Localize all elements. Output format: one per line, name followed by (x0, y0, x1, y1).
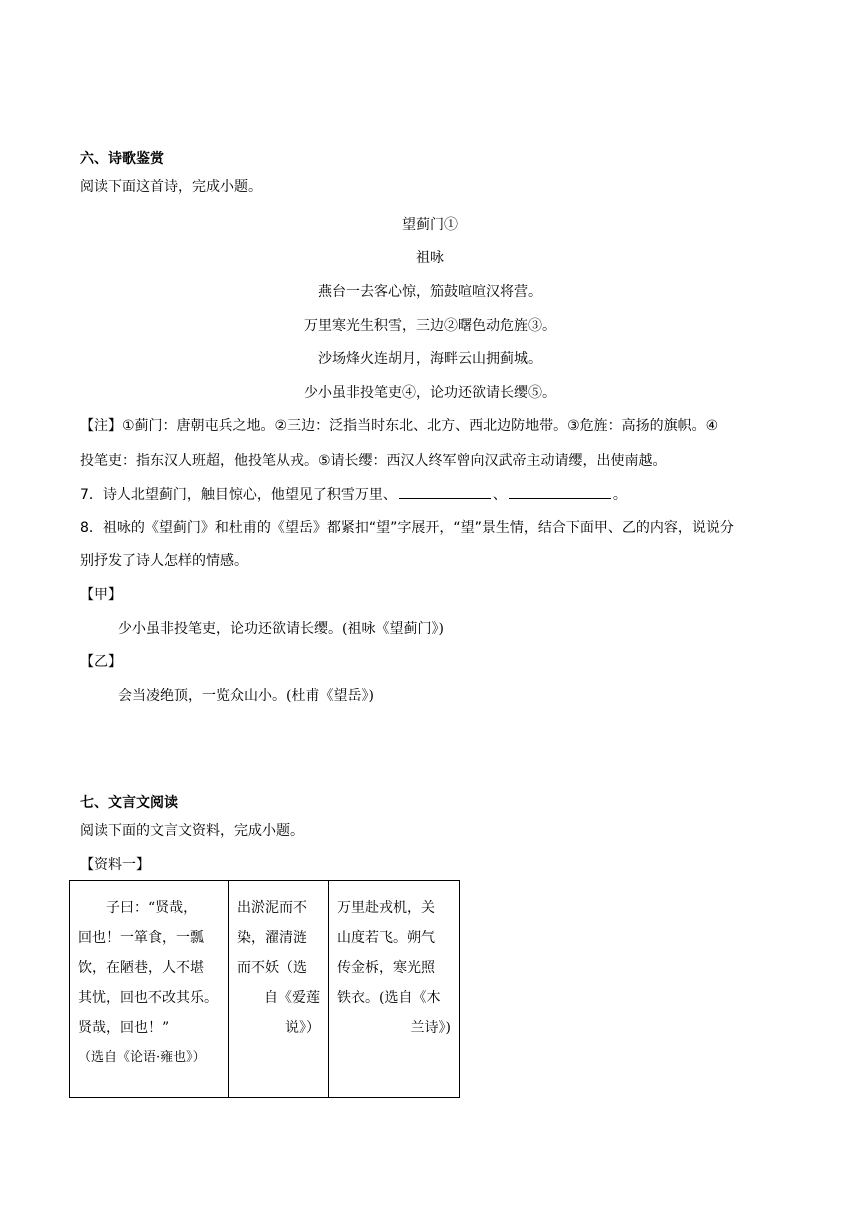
quote-yi: 会当凌绝顶，一览众山小。(杜甫《望岳》) (118, 688, 374, 704)
material-cell-lunyu (70, 881, 229, 1098)
poem-author: 祖咏 (416, 250, 444, 266)
question-7-sep: 、 (492, 487, 507, 503)
section-6-heading: 六、诗歌鉴赏 (80, 151, 164, 167)
cell-line: 而不妖（选 (237, 960, 307, 976)
cell-line: 子曰：“贤哉， (106, 900, 198, 916)
cell-line: 回也！一箪食，一瓢 (78, 930, 204, 946)
poem-line: 万里寒光生积雪，三边②曙色动危旌③。 (304, 318, 556, 334)
question-7-text: 7．诗人北望蓟门，触目惊心，他望见了积雪万里、 (80, 487, 397, 503)
material-1-table (69, 880, 460, 1098)
poem-line: 沙场烽火连胡月，海畔云山拥蓟城。 (318, 351, 542, 367)
question-7-end: 。 (612, 487, 627, 503)
poem-line: 燕台一去客心惊，笳鼓喧喧汉将营。 (318, 284, 542, 300)
cell-line: 山度若飞。朔气 (337, 930, 435, 946)
material-cell-ailianshuo (229, 881, 329, 1098)
cell-line: 兰诗》) (410, 1020, 451, 1036)
cell-line: 自《爱莲 (264, 990, 320, 1006)
cell-line: 饮，在陋巷，人不堪 (78, 960, 204, 976)
section-6-intro: 阅读下面这首诗，完成小题。 (80, 179, 262, 195)
material-cell-mulanshi (329, 881, 460, 1098)
poem-line: 少小虽非投笔吏④，论功还欲请长缨⑤。 (304, 385, 556, 401)
cell-line: 染，濯清涟 (237, 930, 307, 946)
cell-line: 出淤泥而不 (237, 900, 307, 916)
poem-note-line-1: 【注】①蓟门：唐朝屯兵之地。②三边：泛指当时东北、北方、西北边防地带。③危旌：高扬的旗帜。④ (80, 418, 719, 434)
question-8-line-1: 8．祖咏的《望蓟门》和杜甫的《望岳》都紧扣“望”字展开，“望”景生情，结合下面甲、乙的内容，说说分 (80, 520, 734, 536)
cell-line: 说》） (285, 1020, 320, 1036)
cell-line: 贤哉，回也！” (78, 1020, 170, 1036)
answer-blank-1[interactable] (399, 484, 491, 499)
section-7-intro: 阅读下面的文言文资料，完成小题。 (80, 823, 304, 839)
poem-title: 望蓟门① (402, 217, 458, 233)
poem-note-line-2: 投笔吏：指东汉人班超，他投笔从戎。⑤请长缨：西汉人终军曾向汉武帝主动请缨，出使南越。 (80, 453, 667, 469)
cell-line: 传金柝，寒光照 (337, 960, 435, 976)
quote-jia: 少小虽非投笔吏，论功还欲请长缨。(祖咏《望蓟门》) (118, 621, 444, 637)
cell-line: （选自《论语·雍也》） (78, 1050, 206, 1065)
material-1-label: 【资料一】 (80, 857, 150, 873)
label-yi: 【乙】 (80, 654, 122, 670)
cell-line: 其忧，回也不改其乐。 (78, 990, 218, 1006)
question-7 (80, 484, 627, 505)
cell-line: 万里赴戎机，关 (337, 900, 435, 916)
cell-line: 铁衣。(选自《木 (337, 990, 441, 1006)
answer-blank-2[interactable] (509, 484, 611, 499)
question-8-line-2: 别抒发了诗人怎样的情感。 (80, 553, 248, 569)
section-7-heading: 七、文言文阅读 (80, 795, 178, 811)
label-jia: 【甲】 (80, 587, 122, 603)
